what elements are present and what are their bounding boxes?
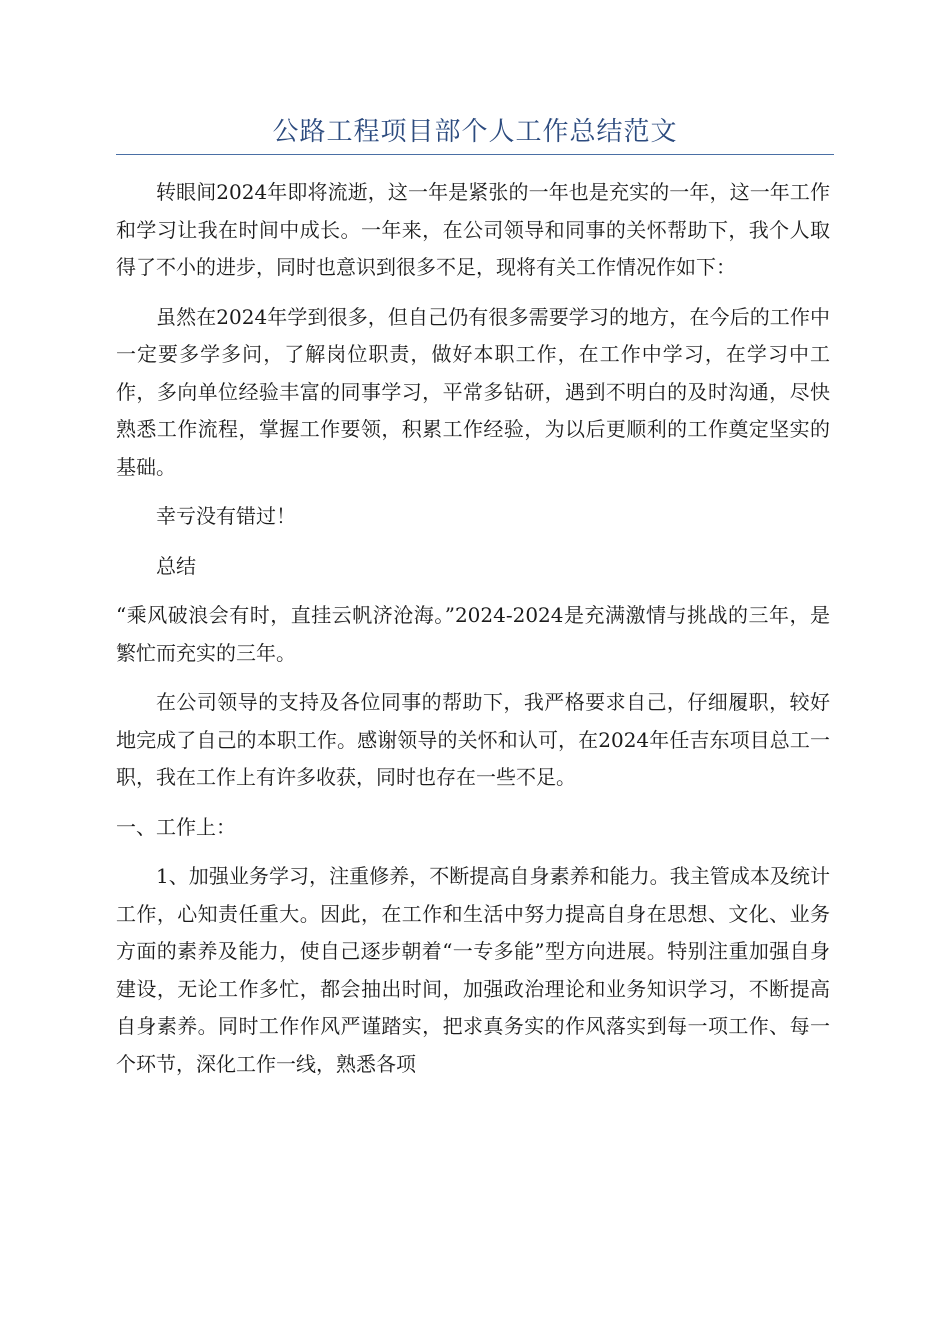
paragraph-exclaim: 幸亏没有错过！	[156, 504, 296, 528]
paragraph-item-1: 1、加强业务学习，注重修养，不断提高自身素养和能力。我主管成本及统计工作，心知责任重大。因此，在工作和生活中努力提高自身在思想、文化、业务方面的素养及能力，使自己逐步朝着“一专多能”型方向进展。特别注重加强自身建设，无论工作多忙，都会抽出时间，加强政治理论和业务知识学习，不断提高自身素养。同时工作作风严谨踏实，把求真务实的作风落实到每一项工作、每一个环节，深化工作一线，熟悉各项	[116, 864, 830, 1076]
document-body	[116, 174, 830, 1095]
paragraph-thanks: 在公司领导的支持及各位同事的帮助下，我严格要求自己，仔细履职，较好地完成了自己的本职工作。感谢领导的关怀和认可，在2024年任吉东项目总工一职，我在工作上有许多收获，同时也存在一些不足。	[116, 690, 830, 789]
document-title: 公路工程项目部个人工作总结范文	[272, 117, 678, 147]
paragraph-learning: 虽然在2024年学到很多，但自己仍有很多需要学习的地方，在今后的工作中一定要多学多问，了解岗位职责，做好本职工作，在工作中学习，在学习中工作，多向单位经验丰富的同事学习，平常多钻研，遇到不明白的及时沟通，尽快熟悉工作流程，掌握工作要领，积累工作经验，为以后更顺利的工作奠定坚实的基础。	[116, 304, 830, 479]
section-heading-work: 一、工作上：	[116, 814, 236, 839]
paragraph-quote: “乘风破浪会有时，直挂云帆济沧海。”2024-2024是充满激情与挑战的三年，是繁忙而充实的三年。	[116, 603, 830, 665]
title-underline	[116, 154, 834, 155]
paragraph-intro: 转眼间2024年即将流逝，这一年是紧张的一年也是充实的一年，这一年工作和学习让我在时间中成长。一年来，在公司领导和同事的关怀帮助下，我个人取得了不小的进步，同时也意识到很多不足，现将有关工作情况作如下：	[116, 180, 830, 279]
paragraph-summary-heading: 总结	[156, 553, 196, 578]
